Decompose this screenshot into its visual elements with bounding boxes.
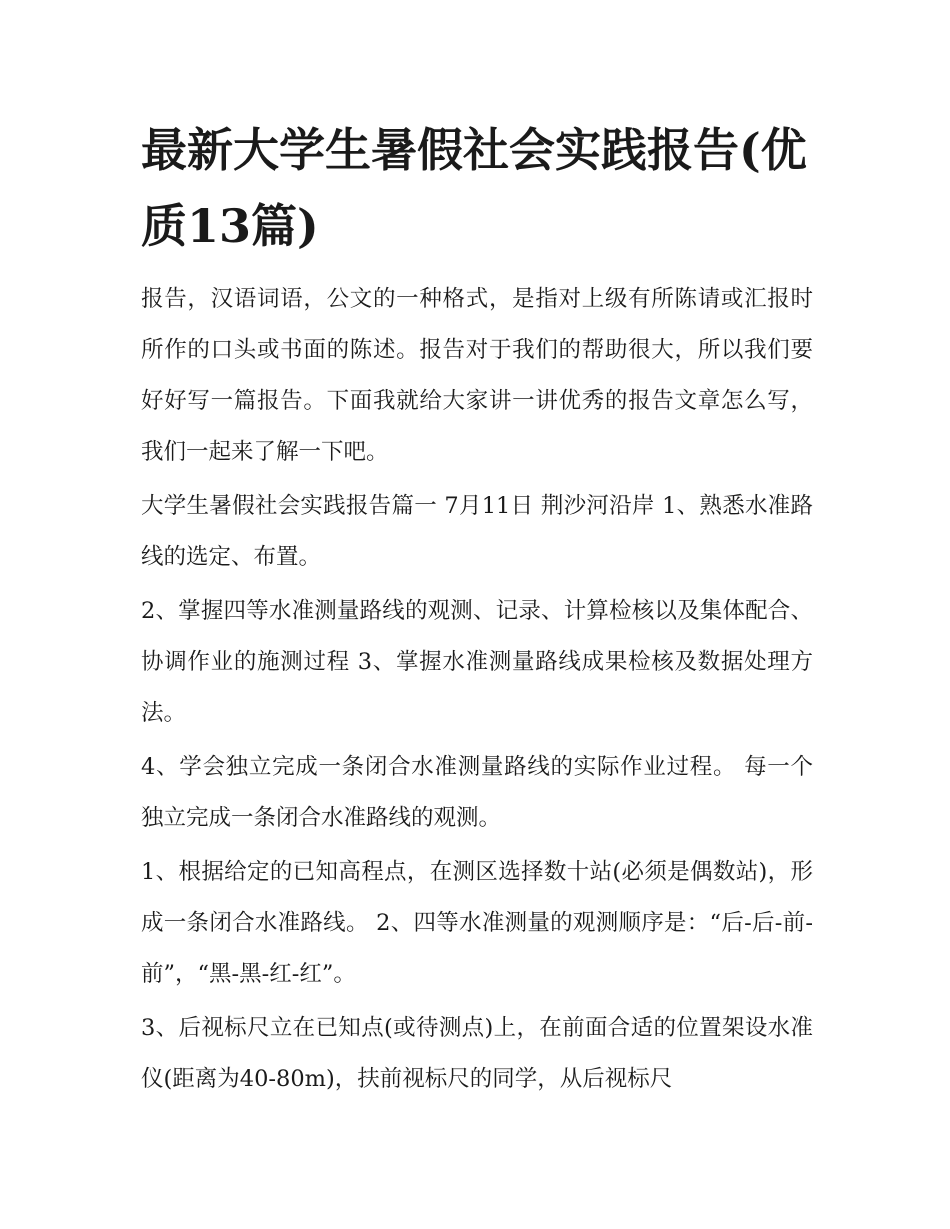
body-paragraph: 4、学会独立完成一条闭合水准测量路线的实际作业过程。 每一个独立完成一条闭合水准路线的观测。 (141, 754, 813, 831)
body-paragraph: 3、后视标尺立在已知点(或待测点)上，在前面合适的位置架设水准仪(距离为40-80m)，扶前视标尺的同学，从后视标尺 (141, 1015, 813, 1092)
intro-paragraph: 报告，汉语词语，公文的一种格式，是指对上级有所陈请或汇报时所作的口头或书面的陈述。报告对于我们的帮助很大，所以我们要好好写一篇报告。下面我就给大家讲一讲优秀的报告文章怎么写，我们一起来了解一下吧。 (141, 286, 813, 465)
body-paragraph: 大学生暑假社会实践报告篇一 7月11日 荆沙河沿岸 1、熟悉水准路线的选定、布置。 (141, 493, 813, 570)
document-page (141, 112, 813, 1108)
document-title: 最新大学生暑假社会实践报告(优质13篇) (141, 123, 807, 253)
body-paragraph: 2、掌握四等水准测量路线的观测、记录、计算检核以及集体配合、协调作业的施测过程 3、掌握水准测量路线成果检核及数据处理方法。 (141, 598, 813, 726)
body-paragraph: 1、根据给定的已知高程点，在测区选择数十站(必须是偶数站)，形成一条闭合水准路线。 2、四等水准测量的观测顺序是：“后-后-前-前”，“黑-黑-红-红”。 (141, 859, 813, 987)
